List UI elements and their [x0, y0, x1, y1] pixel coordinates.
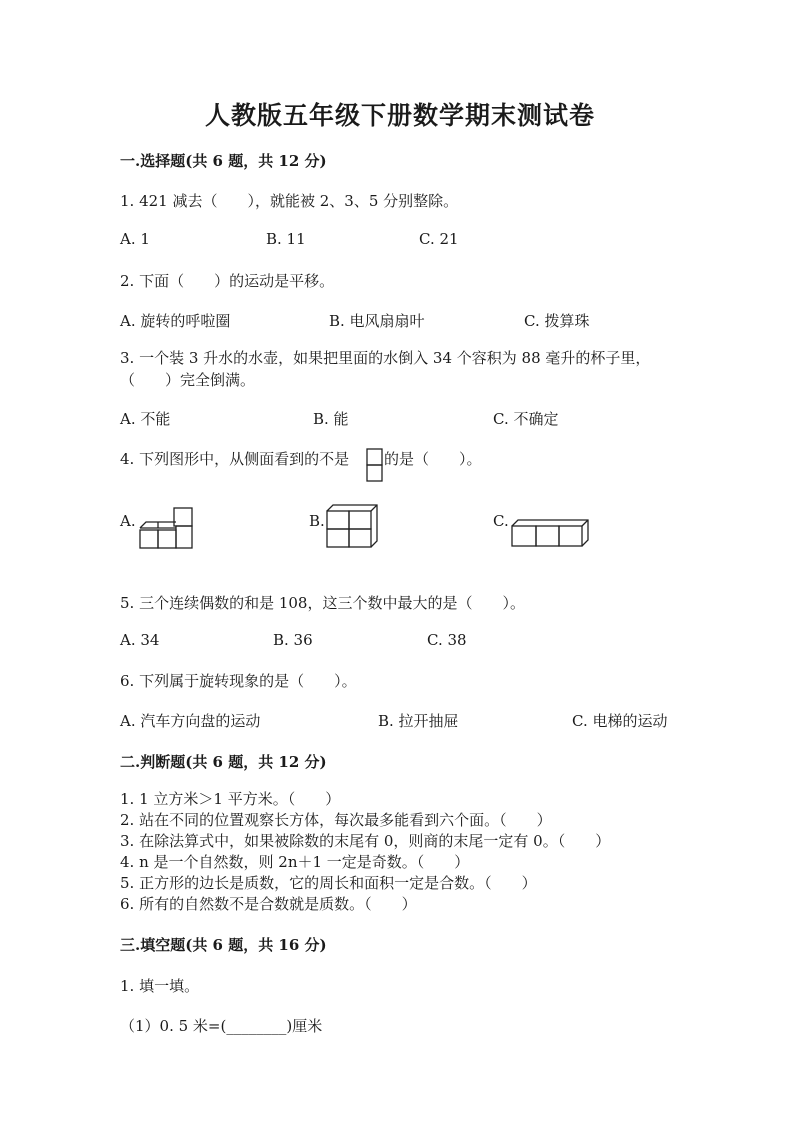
question-1: 1. 421 减去（ ），就能被 2、3、5 分别整除。 [120, 192, 459, 210]
question-4-text-before: 4. 下列图形中，从侧面看到的不是 [120, 450, 350, 468]
fill-question-1-part-1: （1）0. 5 米=(________)厘米 [120, 1017, 323, 1035]
question-3-line2: （ ）完全倒满。 [120, 371, 256, 389]
q5-option-c: C. 38 [427, 631, 467, 649]
tf-item-3: 3. 在除法算式中，如果被除数的末尾有 0，则商的末尾一定有 0。（ ） [120, 832, 611, 850]
question-4-text-after: 的是（ ）。 [384, 450, 482, 468]
tf-item-5: 5. 正方形的边长是质数，它的周长和面积一定是合数。（ ） [120, 874, 537, 892]
fill-question-1: 1. 填一填。 [120, 977, 200, 995]
section-heading-true-false: 二.判断题(共 6 题，共 12 分) [120, 753, 327, 771]
question-5: 5. 三个连续偶数的和是 108，这三个数中最大的是（ ）。 [120, 594, 525, 612]
q2-option-c: C. 拨算珠 [524, 312, 590, 330]
q5-option-b: B. 36 [273, 631, 313, 649]
q4-option-b: B. [309, 512, 325, 530]
page-title: 人教版五年级下册数学期末测试卷 [204, 101, 595, 130]
stacked-squares-figure [366, 448, 384, 484]
q6-option-b: B. 拉开抽屉 [378, 712, 459, 730]
cube-figure-c [510, 518, 592, 548]
q3-option-b: B. 能 [313, 410, 349, 428]
q5-option-a: A. 34 [120, 631, 160, 649]
question-2: 2. 下面（ ）的运动是平移。 [120, 272, 335, 290]
q6-option-c: C. 电梯的运动 [572, 712, 668, 730]
q1-option-b: B. 11 [266, 230, 306, 248]
tf-item-1: 1. 1 立方米＞1 平方米。（ ） [120, 790, 341, 808]
q2-option-a: A. 旋转的呼啦圈 [120, 312, 231, 330]
q2-option-b: B. 电风扇扇叶 [329, 312, 425, 330]
q4-option-c: C. [493, 512, 509, 530]
section-heading-choice: 一.选择题(共 6 题，共 12 分) [120, 152, 327, 170]
cube-figure-b [325, 503, 381, 549]
tf-item-2: 2. 站在不同的位置观察长方体，每次最多能看到六个面。（ ） [120, 811, 552, 829]
q3-option-c: C. 不确定 [493, 410, 559, 428]
q6-option-a: A. 汽车方向盘的运动 [120, 712, 261, 730]
question-6: 6. 下列属于旋转现象的是（ ）。 [120, 672, 357, 690]
q1-option-c: C. 21 [419, 230, 459, 248]
question-3-line1: 3. 一个装 3 升水的水壶，如果把里面的水倒入 34 个容积为 88 毫升的杯子里， [120, 349, 651, 367]
q4-option-a: A. [120, 512, 136, 530]
q1-option-a: A. 1 [120, 230, 150, 248]
q3-option-a: A. 不能 [120, 410, 171, 428]
cube-figure-a [138, 506, 196, 550]
tf-item-6: 6. 所有的自然数不是合数就是质数。（ ） [120, 895, 417, 913]
tf-item-4: 4. n 是一个自然数，则 2n＋1 一定是奇数。（ ） [120, 853, 470, 871]
section-heading-fill-blank: 三.填空题(共 6 题，共 16 分) [120, 936, 327, 954]
